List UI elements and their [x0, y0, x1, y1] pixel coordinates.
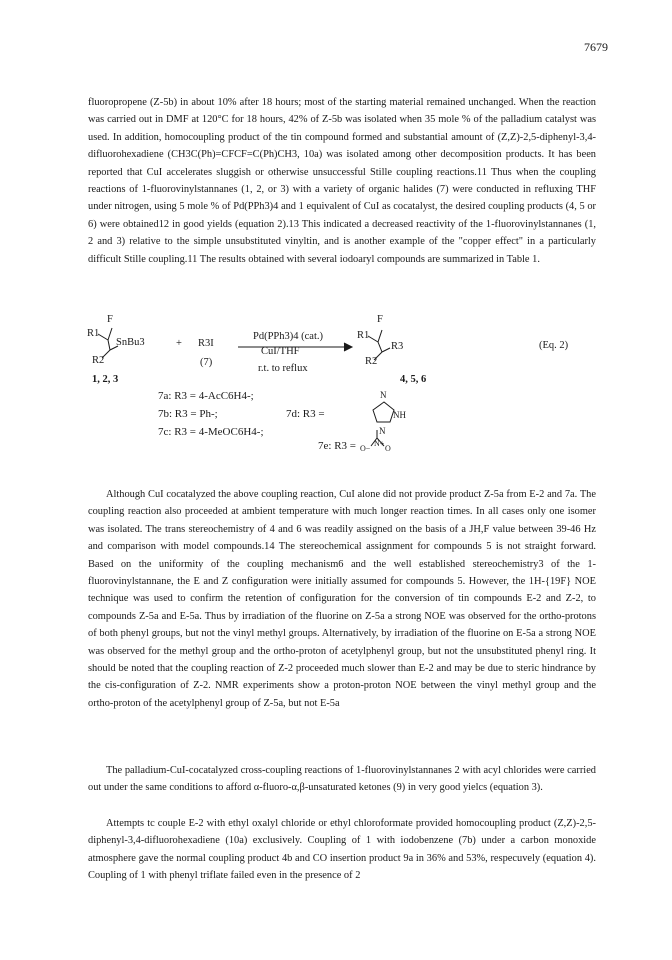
paragraph-4-text: Attempts tc couple E-2 with ethyl oxalyl chloride or ethyl chloroformate provided homocoupling product (Z,Z)-2,5-diphenyl-3,4-difluorohexadiene (10a) exclusively. Coupling of 1 with iodobenzene (7b) under a carbon monoxide atmosphere gave the normal coupling product 4b and CO insertion product 9a in 36% and 53%, respecuvely (equation 4). Coupling of 1 with phenyl triflate failed even in the presence of 2 — [88, 818, 596, 882]
nitro-ring-n-label: N — [379, 426, 386, 436]
paragraph-3 — [88, 762, 596, 797]
plus-sign: + — [176, 338, 182, 349]
list-item-7a: 7a: R3 = 4-AcC6H4-; — [158, 390, 254, 402]
conditions-label: r.t. to reflux — [258, 363, 308, 374]
reactant-r2-label: R2 — [92, 355, 105, 366]
nitro-o-label: O — [385, 444, 391, 453]
imidazole-n-label: N — [380, 390, 387, 400]
paragraph-2 — [88, 486, 596, 712]
list-item-7b: 7b: R3 = Ph-; — [158, 408, 218, 420]
list-item-7c: 7c: R3 = 4-MeOC6H4-; — [158, 426, 264, 438]
reaction-scheme — [87, 314, 608, 482]
product-fluorine-label: F — [377, 314, 383, 325]
substituent-list-left — [158, 387, 264, 441]
cocatalyst-label: CuI/THF — [261, 346, 300, 357]
nitro-o-minus-label: O− — [360, 444, 371, 453]
list-item-7d: 7d: R3 = — [286, 408, 325, 420]
product-r1-label: R1 — [357, 330, 370, 341]
reactant-fluorine-label: F — [107, 314, 113, 325]
nitro-n-plus-label: N+ — [374, 439, 385, 448]
imidazole-nh-label: NH — [393, 410, 406, 420]
catalyst-label: Pd(PPh3)4 (cat.) — [253, 331, 323, 342]
list-item-7e: 7e: R3 = — [318, 440, 356, 452]
paragraph-4 — [88, 815, 596, 885]
product-compound-label: 4, 5, 6 — [400, 374, 427, 385]
paragraph-3-text: The palladium-CuI-cocatalyzed cross-coupling reactions of 1-fluorovinylstannanes 2 with acyl chlorides were carried out under the same conditions to afford α-fluoro-α,β-unsaturated ketones (9) in very good yielcs (equation 3). — [88, 765, 596, 794]
reactant-snbu3-label: SnBu3 — [116, 337, 145, 348]
halide-formula: R3I — [198, 338, 214, 349]
product-r2-label: R2 — [365, 356, 378, 367]
page-number: 7679 — [584, 40, 608, 54]
product-r3-label: R3 — [391, 341, 404, 352]
reactant-r1-label: R1 — [87, 328, 100, 339]
equation-number: (Eq. 2) — [539, 340, 569, 351]
halide-label: (7) — [200, 357, 213, 368]
paragraph-1-text: fluoropropene (Z-5b) in about 10% after 18 hours; most of the starting material remained unchanged. When the reaction was carried out in DMF at 120°C for 18 hours, 42% of Z-5b was isolated when 35 mole % of the palladium catalyst was used. In addition, homocoupling product of the tin compound formed and substantial amount of (Z,Z)-2,5-diphenyl-3,4-difluorohexadiene (CH3C(Ph)=CFCF=C(Ph)CH3, 10a) was isolated among other decomposition products. It has been reported that CuI accelerates sluggish or otherwise unsuccessful Stille coupling reactions.11 Thus when the coupling reactions of 1-fluorovinylstannanes (1, 2, or 3) with a variety of organic halides (7) were conducted in refluxing THF under nitrogen, using 5 mole % of Pd(PPh3)4 and 1 equivalent of CuI as cocatalyst, the desired coupling products (4, 5 or 6) were obtained12 in good yields (equation 2).13 This indicated a decreased reactivity of the 1-fluorovinylstannanes (1, 2 and 3) relative to the simple unsubstituted vinyltin, and is another example of the "copper effect" in a particularly difficult Stille coupling.11 The results obtained with several iodoaryl compounds are summarized in Table 1. — [88, 97, 596, 265]
paragraph-1 — [88, 94, 596, 268]
reactant-compound-label: 1, 2, 3 — [92, 374, 119, 385]
paragraph-2-text: Although CuI cocatalyzed the above coupling reaction, CuI alone did not provide product Z-5a from E-2 and 7a. The coupling reaction also proceeded at ambient temperature with much longer reaction times. In all cases only one isomer was isolated. The trans stereochemistry of 4 and 6 was readily assigned on the basis of a JH,F value between 39-46 Hz and comparison with model compounds.14 The stereochemical assignment for compounds 5 is not straight forward. Based on the uniformity of the coupling mechanism6 and the well established stereochemistry3 of the 1-fluorovinylstannane, the E and Z configuration were initially assumed for compounds 5. However, the 1H-{19F} NOE technique was used to confirm the retention of configuration for the conversion of tin compounds E-2 and Z-2, to compounds Z-5a and E-5a. Thus by irradiation of the fluorine on Z-5a a strong NOE was observed for the ortho-protons of both phenyl groups, but not the vinyl methyl groups. Alternatively, by irradiation of the fluorine on E-5a a strong NOE was observed for the methyl group and the ortho-proton of acetylphenyl group, but not the unsubstituted phenyl ring. It should be noted that the coupling reaction of Z-2 proceeded much slower than E-2 and may be due to steric hindrance by the cis-configuration of Z-2. NMR experiments show a proton-proton NOE between the vinyl methyl group and the ortho-proton of the acetylphenyl group of Z-5a, but not E-5a — [88, 489, 596, 709]
